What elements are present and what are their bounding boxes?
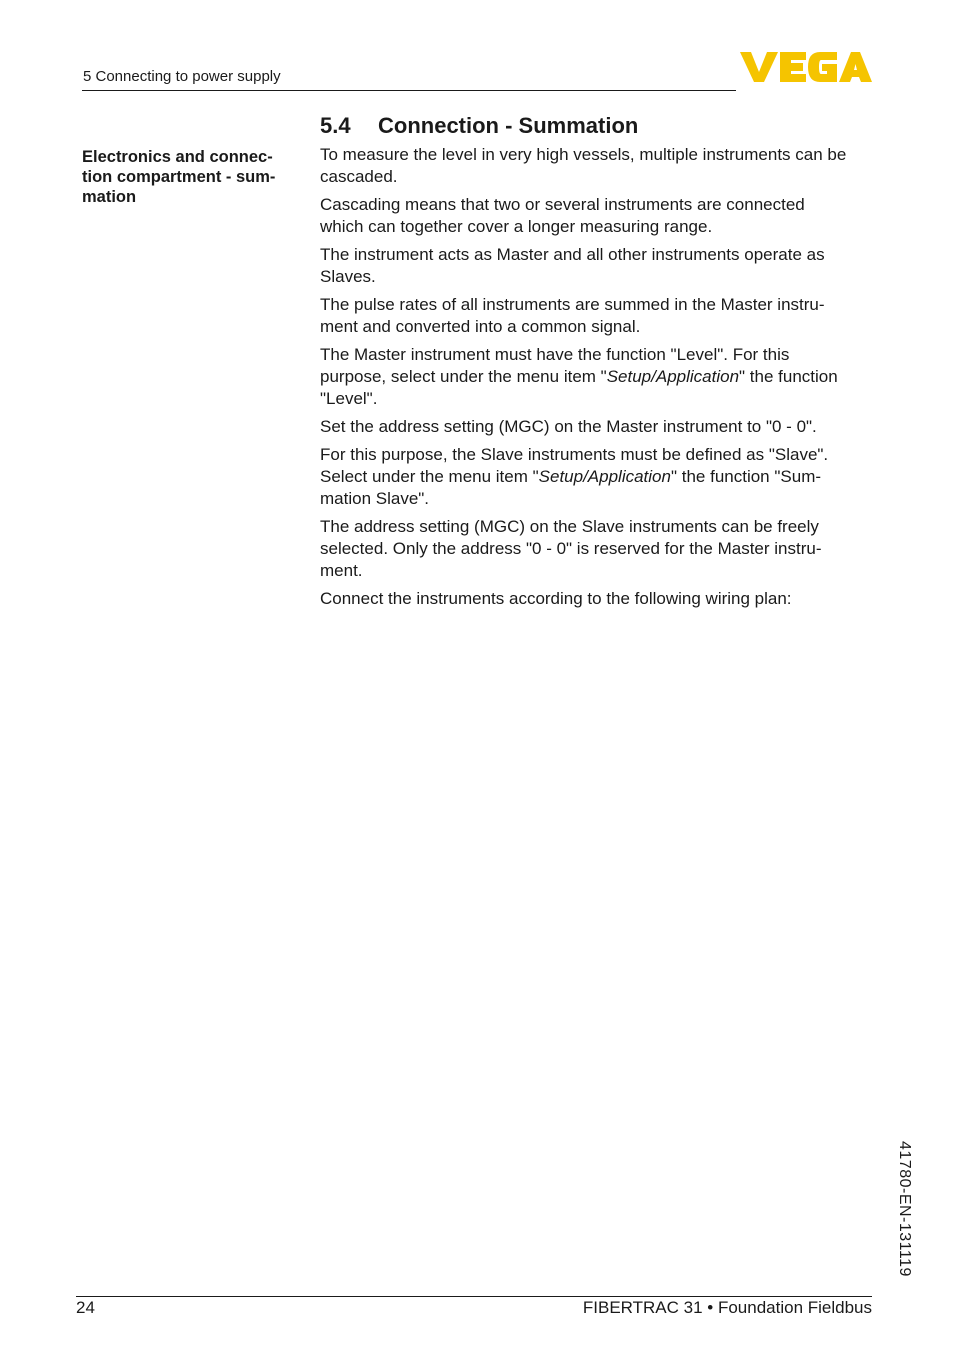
text-line: The instrument acts as Master and all other instruments operate as [320, 245, 825, 264]
document-code: 41780-EN-131119 [896, 1141, 913, 1277]
text-line: " the function "Sum- [670, 467, 822, 486]
text-line: ment and converted into a common signal. [320, 317, 641, 336]
vega-logo [740, 50, 872, 84]
menu-path: Setup/Application [538, 467, 671, 486]
footer-rule [76, 1296, 872, 1297]
body-text [320, 144, 876, 616]
text-line: For this purpose, the Slave instruments must be defined as "Slave". [320, 445, 829, 464]
paragraph [320, 244, 876, 288]
margin-label-line: Electronics and connec- [82, 148, 273, 166]
text-line: To measure the level in very high vessels, multiple instruments can be [320, 145, 847, 164]
text-line: cascaded. [320, 167, 398, 186]
section-heading [320, 113, 638, 139]
text-line: ment. [320, 561, 363, 580]
text-line: Connect the instruments according to the following wiring plan: [320, 589, 792, 608]
section-number: 5.4 [320, 113, 351, 138]
text-line: Slaves. [320, 267, 376, 286]
paragraph [320, 516, 876, 582]
text-line: Set the address setting (MGC) on the Master instrument to "0 - 0". [320, 417, 817, 436]
text-line: purpose, select under the menu item " [320, 367, 607, 386]
text-line: "Level". [320, 389, 378, 408]
text-line: which can together cover a longer measuring range. [320, 217, 713, 236]
margin-label [82, 147, 300, 207]
paragraph [320, 416, 876, 438]
paragraph [320, 194, 876, 238]
running-header: 5 Connecting to power supply [83, 68, 281, 85]
text-line: Cascading means that two or several instruments are connected [320, 195, 805, 214]
paragraph [320, 144, 876, 188]
paragraph [320, 294, 876, 338]
section-title: Connection - Summation [378, 113, 639, 138]
text-line: The address setting (MGC) on the Slave instruments can be freely [320, 517, 819, 536]
header-rule [82, 90, 736, 91]
text-line: selected. Only the address "0 - 0" is reserved for the Master instru- [320, 539, 822, 558]
footer-title: FIBERTRAC 31 • Foundation Fieldbus [582, 1298, 872, 1317]
text-line: The Master instrument must have the function "Level". For this [320, 345, 790, 364]
text-line: Select under the menu item " [320, 467, 539, 486]
margin-label-line: mation [82, 188, 137, 206]
paragraph [320, 444, 876, 510]
page-number: 24 [76, 1298, 95, 1317]
text-line: " the function [739, 367, 838, 386]
text-line: The pulse rates of all instruments are summed in the Master instru- [320, 295, 825, 314]
margin-label-line: tion compartment - sum- [82, 168, 276, 186]
paragraph [320, 588, 876, 610]
paragraph [320, 344, 876, 410]
menu-path: Setup/Application [606, 367, 740, 386]
text-line: mation Slave". [320, 489, 430, 508]
